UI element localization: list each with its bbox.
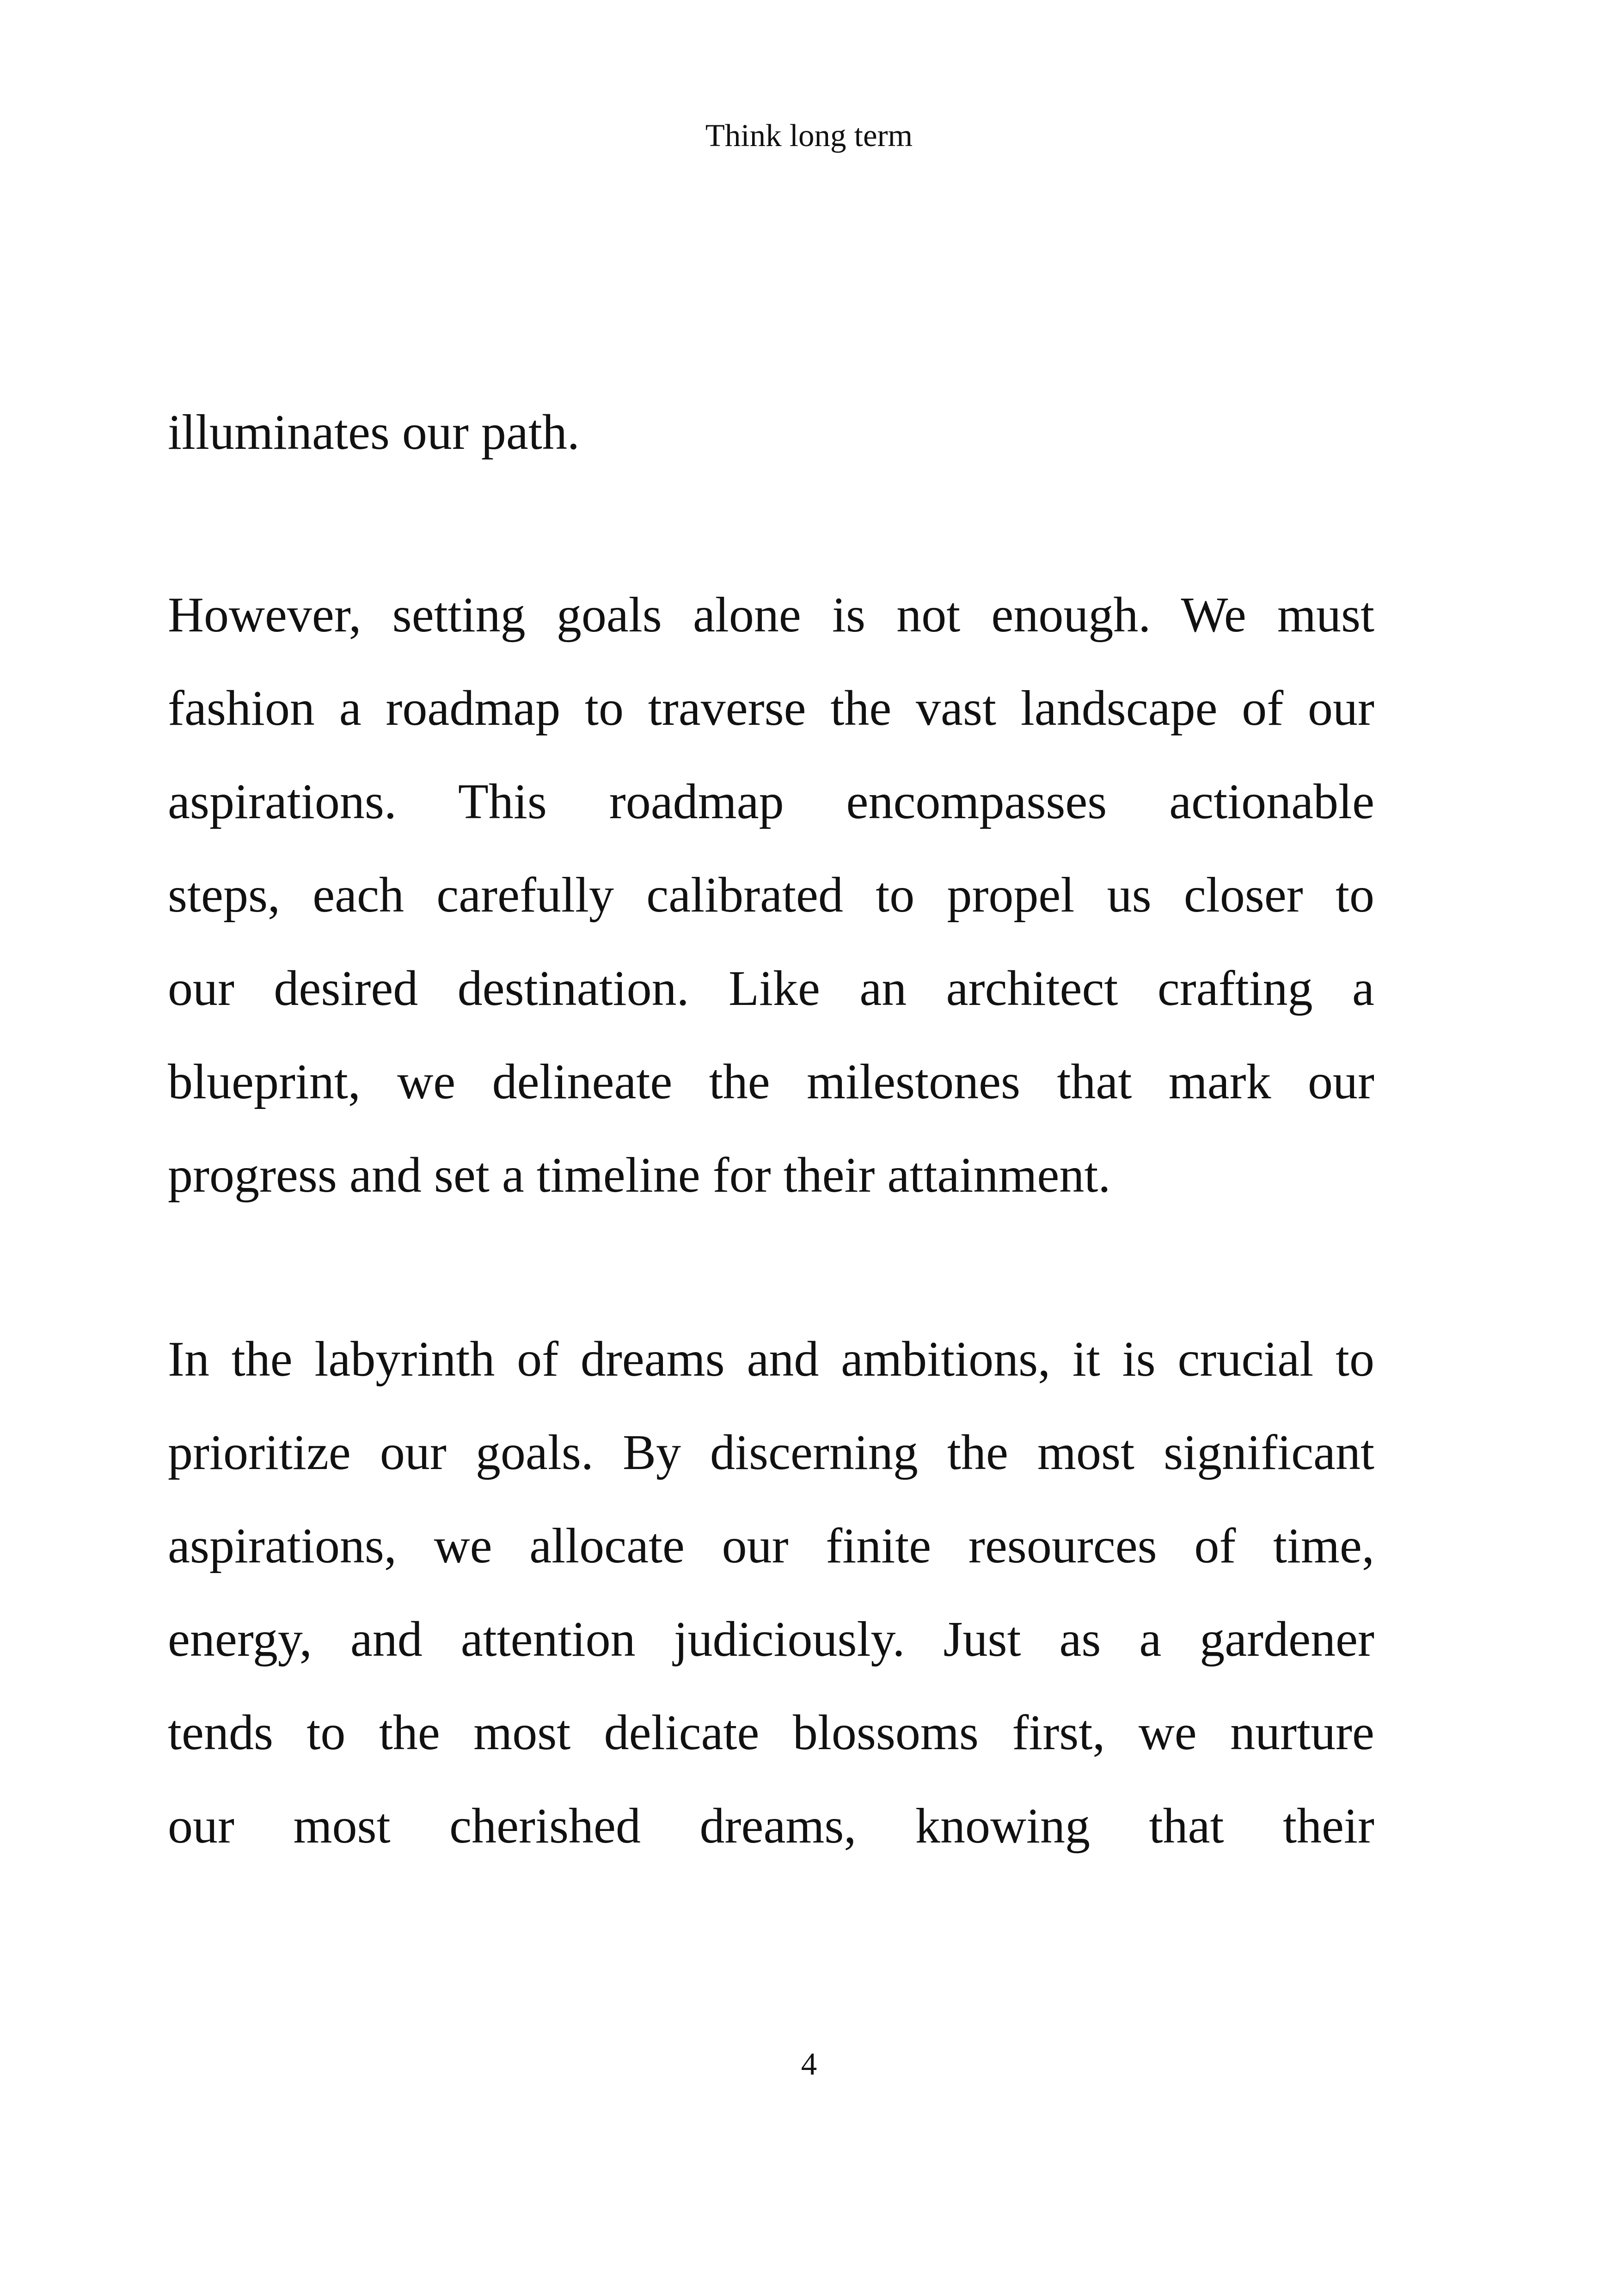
running-header: Think long term bbox=[705, 118, 913, 153]
paragraph-line: blueprint, we delineate the milestones that mark our bbox=[168, 1054, 1374, 1109]
paragraph-line: progress and set a timeline for their attainment. bbox=[168, 1148, 1111, 1203]
paragraph-line: energy, and attention judiciously. Just as a gardener bbox=[168, 1612, 1374, 1667]
paragraph-line: our desired destination. Like an architect crafting a bbox=[168, 961, 1374, 1016]
page-number: 4 bbox=[801, 2046, 817, 2082]
paragraph-line: prioritize our goals. By discerning the most significant bbox=[168, 1425, 1374, 1480]
continuation-line: illuminates our path. bbox=[168, 405, 580, 460]
paragraph-line: fashion a roadmap to traverse the vast landscape of our bbox=[168, 681, 1374, 736]
paragraph-line: our most cherished dreams, knowing that their bbox=[168, 1799, 1374, 1854]
paragraph-line: However, setting goals alone is not enough. We must bbox=[168, 588, 1374, 643]
paragraph-line: aspirations, we allocate our finite resources of time, bbox=[168, 1518, 1374, 1574]
paragraph-line: aspirations. This roadmap encompasses actionable bbox=[168, 774, 1374, 829]
paragraph-line: steps, each carefully calibrated to propel us closer to bbox=[168, 868, 1374, 923]
paragraph-line: tends to the most delicate blossoms first, we nurture bbox=[168, 1705, 1374, 1760]
paragraph-line: In the labyrinth of dreams and ambitions, it is crucial to bbox=[168, 1332, 1374, 1387]
